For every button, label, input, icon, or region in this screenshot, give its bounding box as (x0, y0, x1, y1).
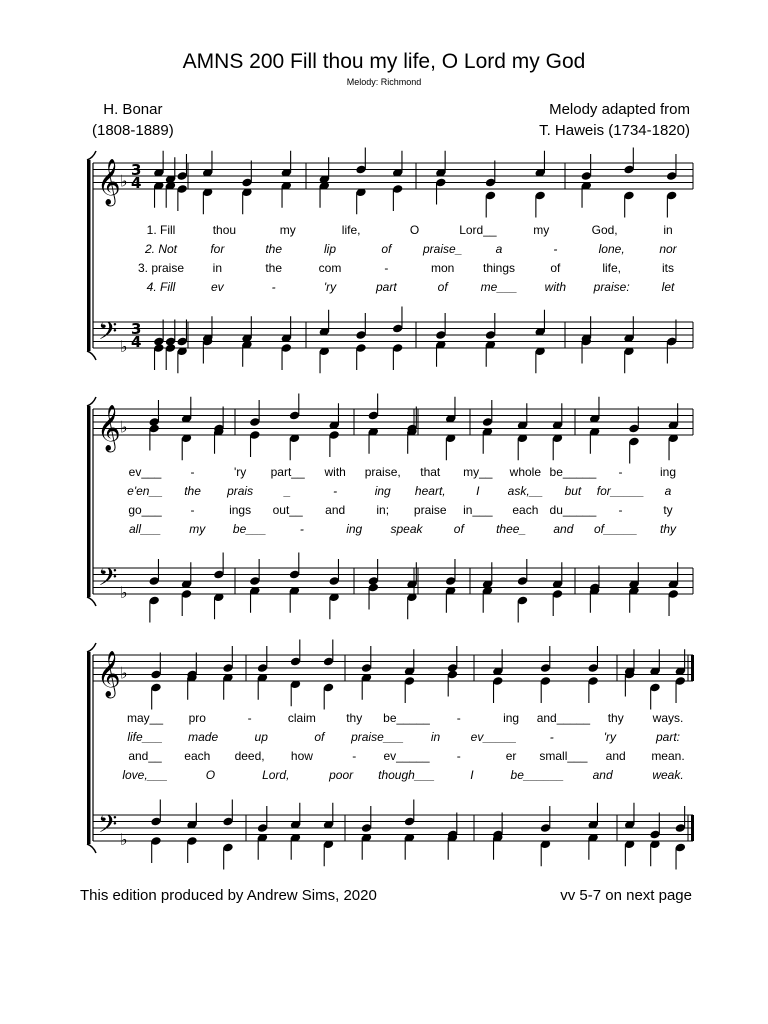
lyric-syllable: thy (607, 711, 624, 725)
author-name: H. Bonar (103, 101, 163, 118)
bass-clef-icon: 𝄢 (98, 317, 118, 352)
lyric-syllable: with (324, 465, 346, 479)
composer-line1: Melody adapted from (549, 101, 690, 118)
lyric-syllable: and (325, 503, 346, 517)
lyric-syllable: let (661, 280, 675, 294)
lyric-syllable: small___ (539, 749, 588, 763)
lyric-syllable: though___ (378, 768, 435, 782)
lyric-syllable: part__ (270, 465, 305, 479)
lyric-syllable: and_____ (536, 711, 591, 725)
lyric-syllable: com (318, 261, 342, 275)
lyric-syllable: in (430, 730, 441, 744)
lyric-syllable: lone, (598, 242, 625, 256)
lyric-syllable: praise_ (422, 242, 463, 256)
lyric-syllable: how (290, 749, 313, 763)
bass-staff (93, 568, 693, 594)
lyric-syllable: for (210, 242, 225, 256)
lyric-syllable: nor (659, 242, 677, 256)
time-signature-bottom: 4 (131, 333, 142, 351)
lyric-syllable: Lord__ (459, 223, 497, 237)
melody-subtitle: Melody: Richmond (346, 77, 422, 87)
lyric-syllable: - (247, 711, 252, 725)
lyric-syllable: things (482, 261, 516, 275)
lyric-syllable: the (265, 261, 283, 275)
lyric-syllable: - (333, 484, 338, 498)
lyric-syllable: I (476, 484, 480, 498)
lyric-syllable: ev___ (128, 465, 162, 479)
lyric-syllable: ev_____ (383, 749, 430, 763)
lyric-syllable: life, (341, 223, 361, 237)
lyric-syllable: and (605, 749, 626, 763)
bracket-hook (87, 351, 96, 360)
lyric-syllable: be_____ (549, 465, 597, 479)
lyric-syllable: with (544, 280, 567, 294)
bracket-hook (87, 151, 96, 160)
lyric-syllable: praise___ (351, 730, 404, 744)
bass-staff (93, 815, 693, 841)
lyric-syllable: be______ (510, 768, 564, 782)
lyric-syllable: mean. (651, 749, 685, 763)
lyric-syllable: of (314, 730, 325, 744)
lyric-syllable: the (265, 242, 283, 256)
lyric-syllable: be___ (232, 522, 267, 536)
treble-clef-icon: 𝄞 (97, 651, 121, 697)
lyric-syllable: du_____ (549, 503, 597, 517)
lyric-syllable: - (271, 280, 276, 294)
lyric-syllable: weak. (652, 768, 684, 782)
edition-credit: This edition produced by Andrew Sims, 2020 (80, 887, 377, 904)
lyric-syllable: ing (346, 522, 363, 536)
lyric-syllable: my (533, 223, 550, 237)
lyric-syllable: life, (602, 261, 622, 275)
lyric-syllable: speak (390, 522, 423, 536)
lyric-syllable: may__ (126, 711, 164, 725)
lyric-syllable: each (512, 503, 539, 517)
system-bracket (87, 652, 91, 844)
lyric-syllable: - (299, 522, 304, 536)
flat-icon: ♭ (120, 337, 128, 356)
lyric-syllable: ask,__ (507, 484, 544, 498)
lyric-syllable: ing (659, 465, 677, 479)
lyric-syllable: me___ (480, 280, 518, 294)
lyric-syllable: thy (346, 711, 363, 725)
lyric-syllable: thy (659, 522, 677, 536)
flat-icon: ♭ (120, 417, 128, 437)
lyric-syllable: of (437, 280, 448, 294)
lyric-syllable: 4. Fill (146, 280, 176, 294)
flat-icon: ♭ (120, 830, 128, 849)
time-signature-top: 3 (131, 320, 142, 338)
lyric-syllable: praise (413, 503, 447, 517)
lyric-syllable: love,___ (122, 768, 168, 782)
lyric-syllable: claim (287, 711, 316, 725)
lyric-syllable: in; (376, 503, 390, 517)
lyric-syllable: - (190, 503, 195, 517)
lyric-syllable: of (550, 261, 561, 275)
lyric-syllable: prais (227, 484, 254, 498)
bracket-hook (87, 597, 96, 606)
lyric-syllable: my (279, 223, 296, 237)
lyric-syllable: in (663, 223, 673, 237)
final-barline-thick (691, 815, 694, 841)
lyric-syllable: ings (229, 503, 252, 517)
lyric-syllable: a (495, 242, 503, 256)
lyric-syllable: part: (655, 730, 681, 744)
next-page-note: vv 5-7 on next page (560, 887, 692, 904)
lyric-syllable: deed, (234, 749, 265, 763)
lyric-syllable: ways. (652, 711, 684, 725)
lyric-syllable: and__ (128, 749, 162, 763)
lyric-syllable: but (564, 484, 582, 498)
lyric-syllable: er (505, 749, 517, 763)
flat-icon: ♭ (120, 171, 128, 191)
lyric-syllable: made (188, 730, 219, 744)
bracket-hook (87, 397, 96, 406)
final-barline-thick (691, 655, 694, 681)
lyric-syllable: ing (503, 711, 520, 725)
lyric-syllable: its (662, 261, 674, 275)
flat-icon: ♭ (120, 663, 128, 683)
bass-clef-icon: 𝄢 (98, 810, 118, 845)
lyric-syllable: - (549, 730, 554, 744)
lyric-syllable: ev_____ (470, 730, 517, 744)
lyric-syllable: - (352, 749, 357, 763)
lyric-syllable: lip (323, 242, 337, 256)
lyric-syllable: - (456, 749, 461, 763)
lyric-syllable: praise, (364, 465, 401, 479)
bracket-hook (87, 844, 96, 853)
flat-icon: ♭ (120, 583, 128, 602)
lyric-syllable: 'ry (233, 465, 247, 479)
lyric-syllable: in___ (463, 503, 493, 517)
lyric-syllable: - (618, 465, 623, 479)
lyric-syllable: 'ry (323, 280, 337, 294)
lyric-syllable: ev (210, 280, 224, 294)
lyric-syllable: O (409, 223, 420, 237)
lyric-syllable: God, (591, 223, 618, 237)
lyric-syllable: my__ (463, 465, 493, 479)
lyric-syllable: I (470, 768, 474, 782)
lyric-syllable: life___ (127, 730, 163, 744)
lyric-syllable: poor (329, 768, 354, 782)
lyric-syllable: and (553, 522, 574, 536)
bass-clef-icon: 𝄢 (98, 563, 118, 598)
lyric-syllable: a (664, 484, 672, 498)
lyric-syllable: ty (663, 503, 673, 517)
time-signature-bottom: 4 (131, 174, 142, 192)
page-title: AMNS 200 Fill thou my life, O Lord my God (182, 50, 586, 73)
lyric-syllable: part (375, 280, 397, 294)
lyric-syllable: the (184, 484, 201, 498)
author-dates: (1808-1889) (92, 122, 174, 139)
lyric-syllable: mon (430, 261, 455, 275)
time-signature-top: 3 (131, 161, 142, 179)
lyric-syllable: and (592, 768, 613, 782)
lyric-syllable: e'en__ (127, 484, 163, 498)
lyric-syllable: praise: (593, 280, 630, 294)
bracket-hook (87, 643, 96, 652)
lyric-syllable: - (618, 503, 623, 517)
lyric-syllable: of (453, 522, 464, 536)
lyric-syllable: O (205, 768, 216, 782)
treble-clef-icon: 𝄞 (97, 405, 121, 451)
treble-clef-icon: 𝄞 (97, 159, 121, 205)
lyric-syllable: ing (374, 484, 391, 498)
lyric-syllable: - (456, 711, 461, 725)
lyric-syllable: 1. Fill (146, 223, 176, 237)
lyric-syllable: my (189, 522, 206, 536)
lyric-syllable: of (381, 242, 392, 256)
lyric-syllable: - (190, 465, 195, 479)
lyric-syllable: - (553, 242, 558, 256)
lyric-syllable: all___ (128, 522, 162, 536)
lyric-syllable: thee_ (496, 522, 527, 536)
treble-staff (93, 409, 693, 435)
treble-staff (93, 655, 693, 681)
lyric-syllable: thou (212, 223, 237, 237)
lyric-syllable: each (184, 749, 211, 763)
composer-line2: T. Haweis (1734-1820) (539, 122, 690, 139)
lyric-syllable: 3. praise (137, 261, 185, 275)
lyric-syllable: - (384, 261, 389, 275)
lyric-syllable: be_____ (383, 711, 430, 725)
lyric-syllable: 2. Not (144, 242, 178, 256)
lyric-syllable: _ (284, 484, 291, 498)
lyric-syllable: whole (509, 465, 542, 479)
lyric-syllable: go___ (128, 503, 162, 517)
lyric-syllable: heart, (414, 484, 446, 498)
lyric-syllable: of_____ (594, 522, 638, 536)
lyric-syllable: Lord, (262, 768, 290, 782)
lyric-syllable: in (212, 261, 223, 275)
lyric-syllable: 'ry (603, 730, 617, 744)
lyric-syllable: for_____ (596, 484, 645, 498)
system-bracket (87, 406, 91, 597)
system-bracket (87, 160, 91, 351)
lyric-syllable: up (254, 730, 268, 744)
lyric-syllable: pro (188, 711, 206, 725)
lyric-syllable: that (420, 465, 441, 479)
lyric-syllable: out__ (272, 503, 303, 517)
